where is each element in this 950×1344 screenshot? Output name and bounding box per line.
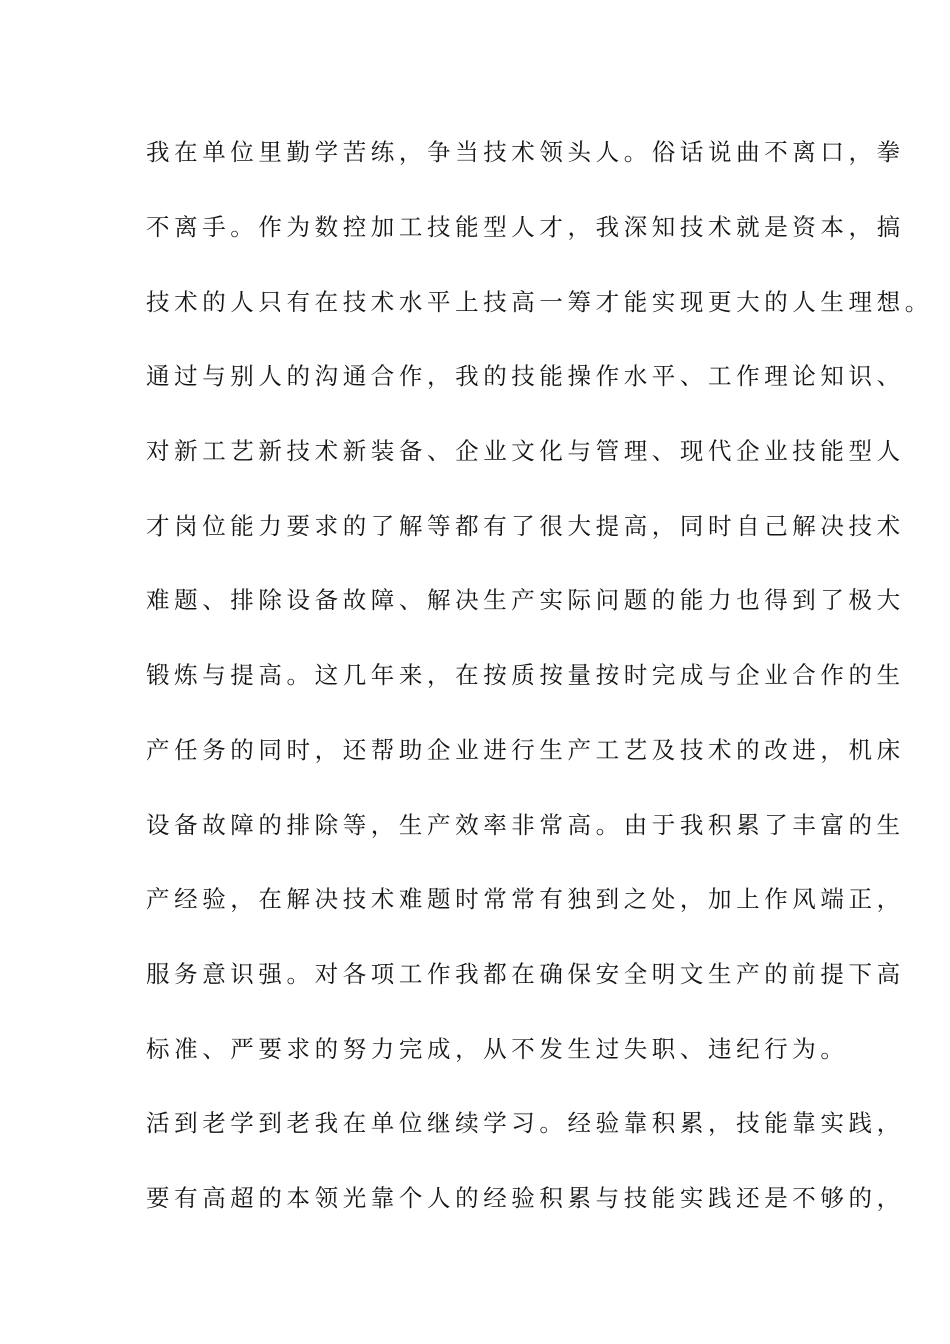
text-line: 设备故障的排除等，生产效率非常高。由于我积累了丰富的生 — [146, 811, 905, 839]
text-line: 技术的人只有在技术水平上技高一筹才能实现更大的人生理想。 — [146, 288, 933, 316]
text-line: 标准、严要求的努力完成，从不发生过失职、违纪行为。 — [146, 1035, 849, 1063]
text-line: 服务意识强。对各项工作我都在确保安全明文生产的前提下高 — [146, 960, 905, 988]
text-line: 要有高超的本领光靠个人的经验积累与技能实践还是不够的， — [146, 1184, 905, 1212]
text-line: 不离手。作为数控加工技能型人才，我深知技术就是资本，搞 — [146, 213, 905, 241]
text-line: 活到老学到老我在单位继续学习。经验靠积累，技能靠实践， — [146, 1109, 905, 1137]
text-line: 我在单位里勤学苦练，争当技术领头人。俗话说曲不离口，拳 — [146, 138, 905, 166]
text-line: 锻炼与提高。这几年来，在按质按量按时完成与企业合作的生 — [146, 661, 905, 689]
text-line: 通过与别人的沟通合作，我的技能操作水平、工作理论知识、 — [146, 362, 905, 390]
text-line: 难题、排除设备故障、解决生产实际问题的能力也得到了极大 — [146, 586, 905, 614]
text-line: 产任务的同时，还帮助企业进行生产工艺及技术的改进，机床 — [146, 736, 905, 764]
text-line: 对新工艺新技术新装备、企业文化与管理、现代企业技能型人 — [146, 437, 905, 465]
text-line: 才岗位能力要求的了解等都有了很大提高，同时自己解决技术 — [146, 512, 905, 540]
text-line: 产经验，在解决技术难题时常常有独到之处，加上作风端正， — [146, 885, 905, 913]
